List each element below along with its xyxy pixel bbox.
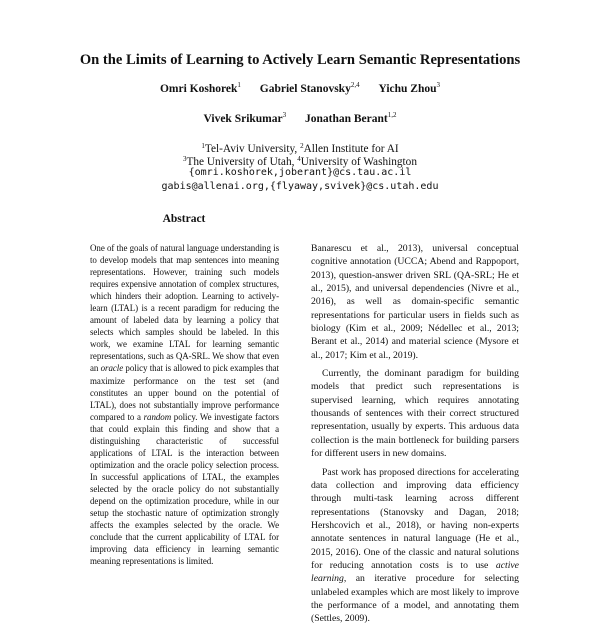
author-2: Gabriel Stanovsky$^{2,4}$ — [259, 81, 360, 95]
paragraph-3: Past work has proposed directions for accelerating data collection and improving data efficiency through multi-task learning across different representations (Stanovsky and Dagan, 2018; Hershcovich et al., 2018), or having non-experts annotate sentences in natural language (He et al., 2015, 2016). One of the classic and natural solutions for reducing annotation costs is to use active learning, an iterative procedure for selecting unlabeled examples which are most likely to improve the performance of a model, and annotating them (Settles, 2009). — [311, 466, 519, 625]
author-list-row-1 — [0, 81, 600, 95]
author-5: Jonathan Berant$^{1,2}$ — [305, 111, 397, 125]
abstract-body: One of the goals of natural language understanding is to develop models that map sentences into meaning representations. However, training such models requires expensive annotation of complex structures, which hinders their adoption. Learning to actively-learn (LTAL) is a recent paradigm for reducing the amount of labeled data by learning a policy that selects which samples should be labeled. In this work, we examine LTAL for learning semantic representations, such as QA-SRL. We show that even an oracle policy that is allowed to pick examples that maximize performance on the test set (and constitutes an upper bound on the potential of LTAL), does not substantially improve performance compared to a random policy. We investigate factors that could explain this finding and show that a distinguishing characteristic of successful applications of LTAL is the interaction between optimization and the oracle policy selection process. In successful applications of LTAL, the examples selected by the oracle policy do not substantially depend on the optimization procedure, while in our setup the stochastic nature of optimization strongly affects the examples selected by the oracle. We conclude that the current applicability of LTAL for improving data efficiency in learning semantic meaning representations is limited. — [90, 243, 279, 567]
author-list-row-2 — [0, 111, 600, 125]
email-line-1: {omri.koshorek,joberant}@cs.tau.ac.il — [188, 167, 412, 178]
paragraph-1: Banarescu et al., 2013), universal conceptual cognitive annotation (UCCA; Abend and Rappoport, 2013), question-answer driven SRL (QA-SRL; He et al., 2015), and universal dependencies (Nivre et al., 2016), as well as domain-specific semantic representations for particular users in fields such as biology (Kim et al., 2009; Nédellec et al., 2013; Berant et al., 2014) and material science (Mysore et al., 2017; Kim et al., 2019). — [311, 243, 519, 361]
body-column-right — [311, 242, 519, 631]
paragraph-2: Currently, the dominant paradigm for building models that predict such representations is supervised learning, which requires annotating thousands of sentences with their correct structured representation, usually by experts. This arduous data collection is the main bottleneck for building parsers for different users in new domains. — [311, 368, 519, 460]
author-4: Vivek Srikumar$^3$ — [203, 111, 287, 125]
author-3: Yichu Zhou$^3$ — [378, 81, 441, 95]
abstract-heading: Abstract — [162, 213, 206, 225]
paper-title: On the Limits of Learning to Actively Learn Semantic Representations — [79, 52, 521, 68]
affiliation-line-2: $^3$The University of Utah, $^4$University of Washington — [183, 155, 417, 168]
affiliation-line-1: $^1$Tel-Aviv University, $^2$Allen Institute for AI — [201, 142, 399, 155]
email-line-2: gabis@allenai.org,{flyaway,svivek}@cs.utah.edu — [161, 181, 439, 192]
author-1: Omri Koshorek$^1$ — [159, 81, 241, 95]
